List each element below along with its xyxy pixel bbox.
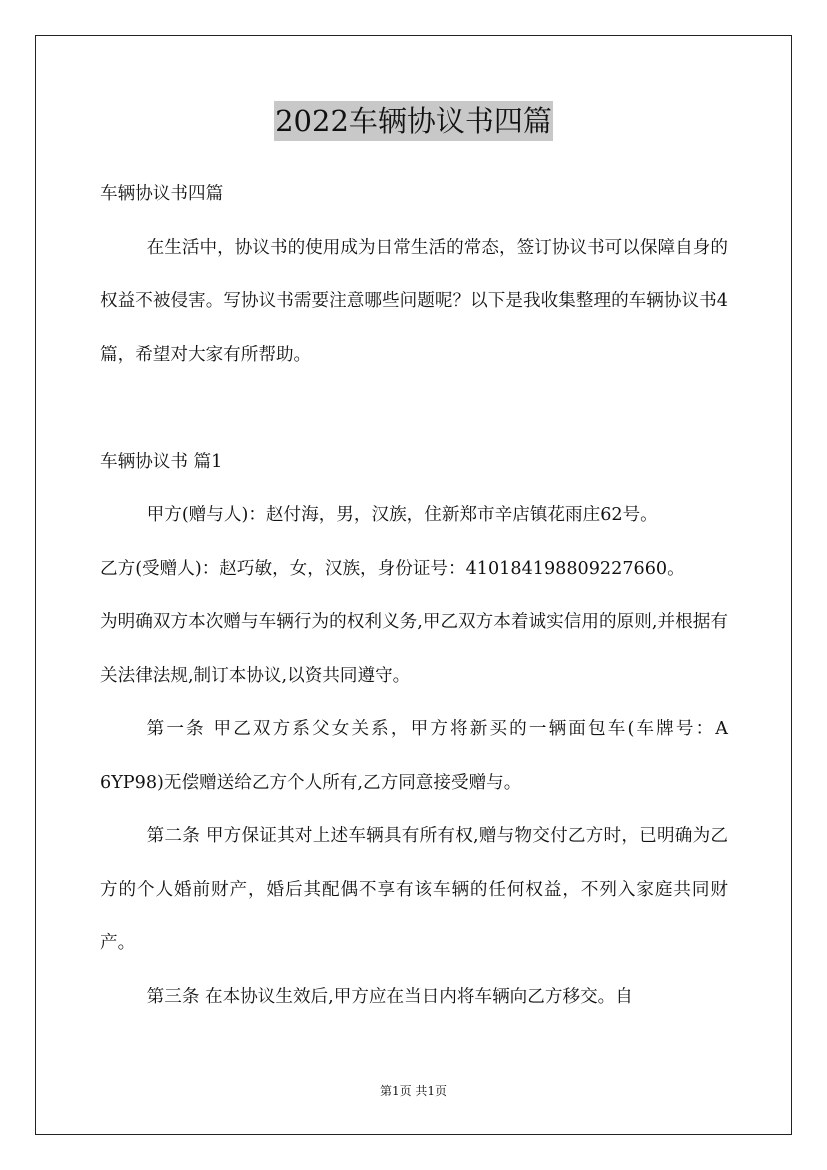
article-3-paragraph: 第三条 在本协议生效后,甲方应在当日内将车辆向乙方移交。自 (146, 986, 633, 1007)
blank-line (100, 382, 728, 436)
intro-paragraph: 在生活中，协议书的使用成为日常生活的常态，签订协议书可以保障自身的权益不被侵害。写协议书需要注意哪些问题呢？以下是我收集整理的车辆协议书4篇，希望对大家有所帮助。 (100, 237, 728, 365)
party-a-paragraph: 甲方(赠与人)：赵付海，男，汉族，住新郑市辛店镇花雨庄62号。 (146, 505, 658, 525)
page-footer: 第1页 共1页 (379, 1084, 448, 1098)
article-1-paragraph: 第一条 甲乙双方系父女关系，甲方将新买的一辆面包车(车牌号：A 6YP98)无偿赠送给乙方个人所有,乙方同意接受赠与。 (100, 719, 728, 793)
document-title-wrapper (0, 101, 827, 141)
party-b-paragraph: 乙方(受赠人)：赵巧敏，女，汉族，身份证号：410184198809227660。 (100, 558, 685, 579)
article-2-paragraph: 第二条 甲方保证其对上述车辆具有所有权,赠与物交付乙方时，已明确为乙方的个人婚前财产，婚后其配偶不享有该车辆的任何权益，不列入家庭共同财产。 (100, 826, 728, 953)
document-body (100, 168, 728, 1024)
document-title: 2022车辆协议书四篇 (274, 101, 553, 141)
section-heading: 车辆协议书 篇1 (100, 451, 223, 472)
purpose-paragraph: 为明确双方本次赠与车辆行为的权利义务,甲乙双方本着诚实信用的原则,并根据有关法律法规,制订本协议,以资共同遵守。 (100, 612, 728, 686)
document-subtitle: 车辆协议书四篇 (100, 184, 224, 204)
